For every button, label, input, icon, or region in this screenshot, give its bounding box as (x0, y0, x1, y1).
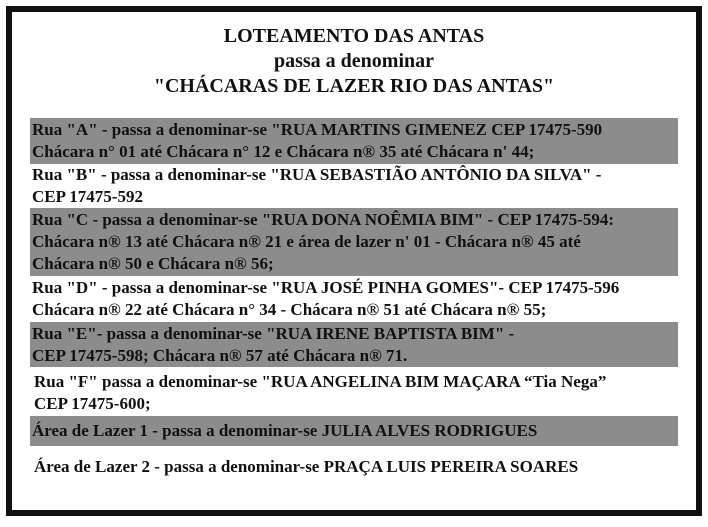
leisure-area-2-line: Área de Lazer 2 - passa a denominar-se PRAÇA LUIS PEREIRA SOARES (34, 457, 579, 476)
street-d-block (30, 277, 678, 321)
street-c-line-2: Chácara n® 13 até Chácara n® 21 e área de lazer n' 01 - Chácara n® 45 até (32, 232, 581, 251)
street-f-line-2: CEP 17475-600; (34, 394, 151, 413)
street-b-line-1: Rua "B" - passa a denominar-se "RUA SEBASTIÃO ANTÔNIO DA SILVA" - (32, 165, 602, 184)
street-f-block (32, 370, 678, 414)
street-b-block (30, 164, 678, 208)
street-d-line-2: Chácara n® 22 até Chácara n° 34 - Chácara n® 51 até Chácara n® 55; (32, 300, 547, 319)
street-c-line-3: Chácara n® 50 e Chácara n® 56; (32, 254, 274, 273)
street-a-block (30, 118, 678, 164)
document-title (0, 24, 708, 99)
leisure-area-1-block (30, 416, 678, 446)
street-c-block (30, 208, 678, 276)
street-e-block (30, 322, 678, 367)
street-e-line-2: CEP 17475-598; Chácara n® 57 até Chácara n® 71. (32, 346, 408, 365)
title-line-1: LOTEAMENTO DAS ANTAS (223, 25, 485, 47)
street-a-line-1: Rua "A" - passa a denominar-se "RUA MARTINS GIMENEZ CEP 17475-590 (32, 120, 603, 139)
title-line-2: passa a denominar (273, 50, 435, 72)
street-f-line-1: Rua "F" passa a denominar-se "RUA ANGELINA BIM MAÇARA “Tia Nega” (34, 372, 607, 391)
street-b-line-2: CEP 17475-592 (32, 187, 143, 206)
leisure-area-1-line: Área de Lazer 1 - passa a denominar-se JULIA ALVES RODRIGUES (32, 421, 538, 440)
street-d-line-1: Rua "D" - passa a denominar-se "RUA JOSÉ PINHA GOMES"- CEP 17475-596 (32, 278, 620, 297)
leisure-area-2-block (32, 456, 678, 482)
street-e-line-1: Rua "E"- passa a denominar-se "RUA IRENE BAPTISTA BIM" - (32, 324, 515, 343)
title-line-3: "CHÁCARAS DE LAZER RIO DAS ANTAS" (153, 75, 555, 97)
street-c-line-1: Rua "C - passa a denominar-se "RUA DONA NOÊMIA BIM" - CEP 17475-594: (32, 210, 615, 229)
street-a-line-2: Chácara n° 01 até Chácara n° 12 e Chácara n® 35 até Chácara n' 44; (32, 142, 535, 161)
